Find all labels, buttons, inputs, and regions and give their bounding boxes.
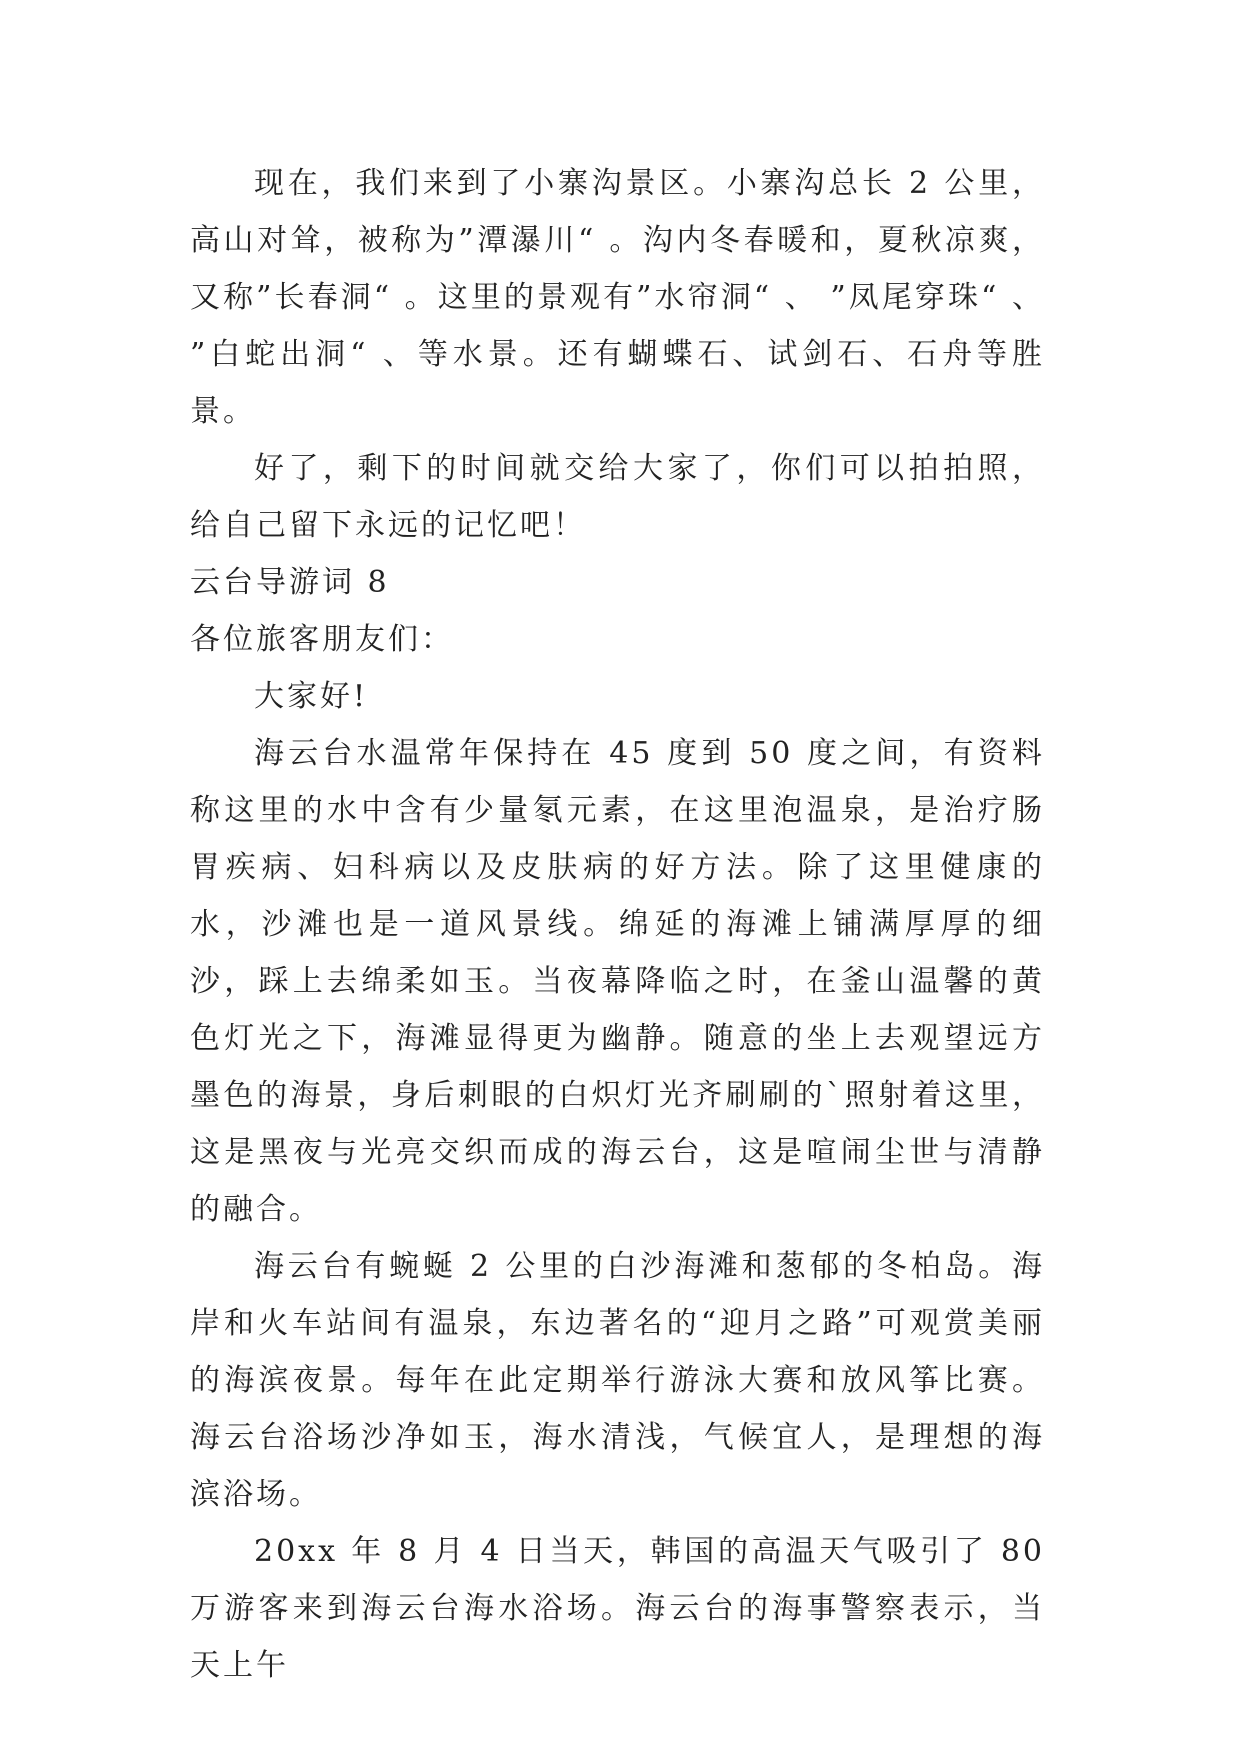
paragraph-farewell: 好了，剩下的时间就交给大家了，你们可以拍拍照，给自己留下永远的记忆吧！ [190, 451, 1045, 543]
salutation: 各位旅客朋友们： [190, 622, 454, 657]
greeting: 大家好! [254, 679, 369, 714]
paragraph-xiaozhaigou: 现在，我们来到了小寨沟景区。小寨沟总长 2 公里，高山对耸，被称为”潭瀑川“ 。沟内冬春暖和，夏秋凉爽，又称”长春洞“ 。这里的景观有”水帘洞“ 、 ”凤尾穿珠“ 、 ”白蛇出洞“ 、等水景。还有蝴蝶石、试剑石、石舟等胜景。 [190, 166, 1045, 429]
document-body [190, 155, 1045, 1694]
paragraph-water-temperature: 海云台水温常年保持在 45 度到 50 度之间，有资料称这里的水中含有少量氡元素，在这里泡温泉，是治疗肠胃疾病、妇科病以及皮肤病的好方法。除了这里健康的水，沙滩也是一道风景线。绵延的海滩上铺满厚厚的细沙，踩上去绵柔如玉。当夜幕降临之时，在釜山温馨的黄色灯光之下，海滩显得更为幽静。随意的坐上去观望远方墨色的海景，身后刺眼的白炽灯光齐刷刷的`照射着这里，这是黑夜与光亮交织而成的海云台，这是喧闹尘世与清静的融合。 [190, 736, 1045, 1227]
section-title: 云台导游词 8 [190, 565, 390, 600]
paragraph-visitors: 20xx 年 8 月 4 日当天，韩国的高温天气吸引了 80 万游客来到海云台海水浴场。海云台的海事警察表示，当天上午 [190, 1534, 1045, 1683]
paragraph-beach: 海云台有蜿蜒 2 公里的白沙海滩和葱郁的冬柏岛。海岸和火车站间有温泉，东边著名的“迎月之路”可观赏美丽的海滨夜景。每年在此定期举行游泳大赛和放风筝比赛。海云台浴场沙净如玉，海水清浅，气候宜人，是理想的海滨浴场。 [190, 1249, 1045, 1512]
